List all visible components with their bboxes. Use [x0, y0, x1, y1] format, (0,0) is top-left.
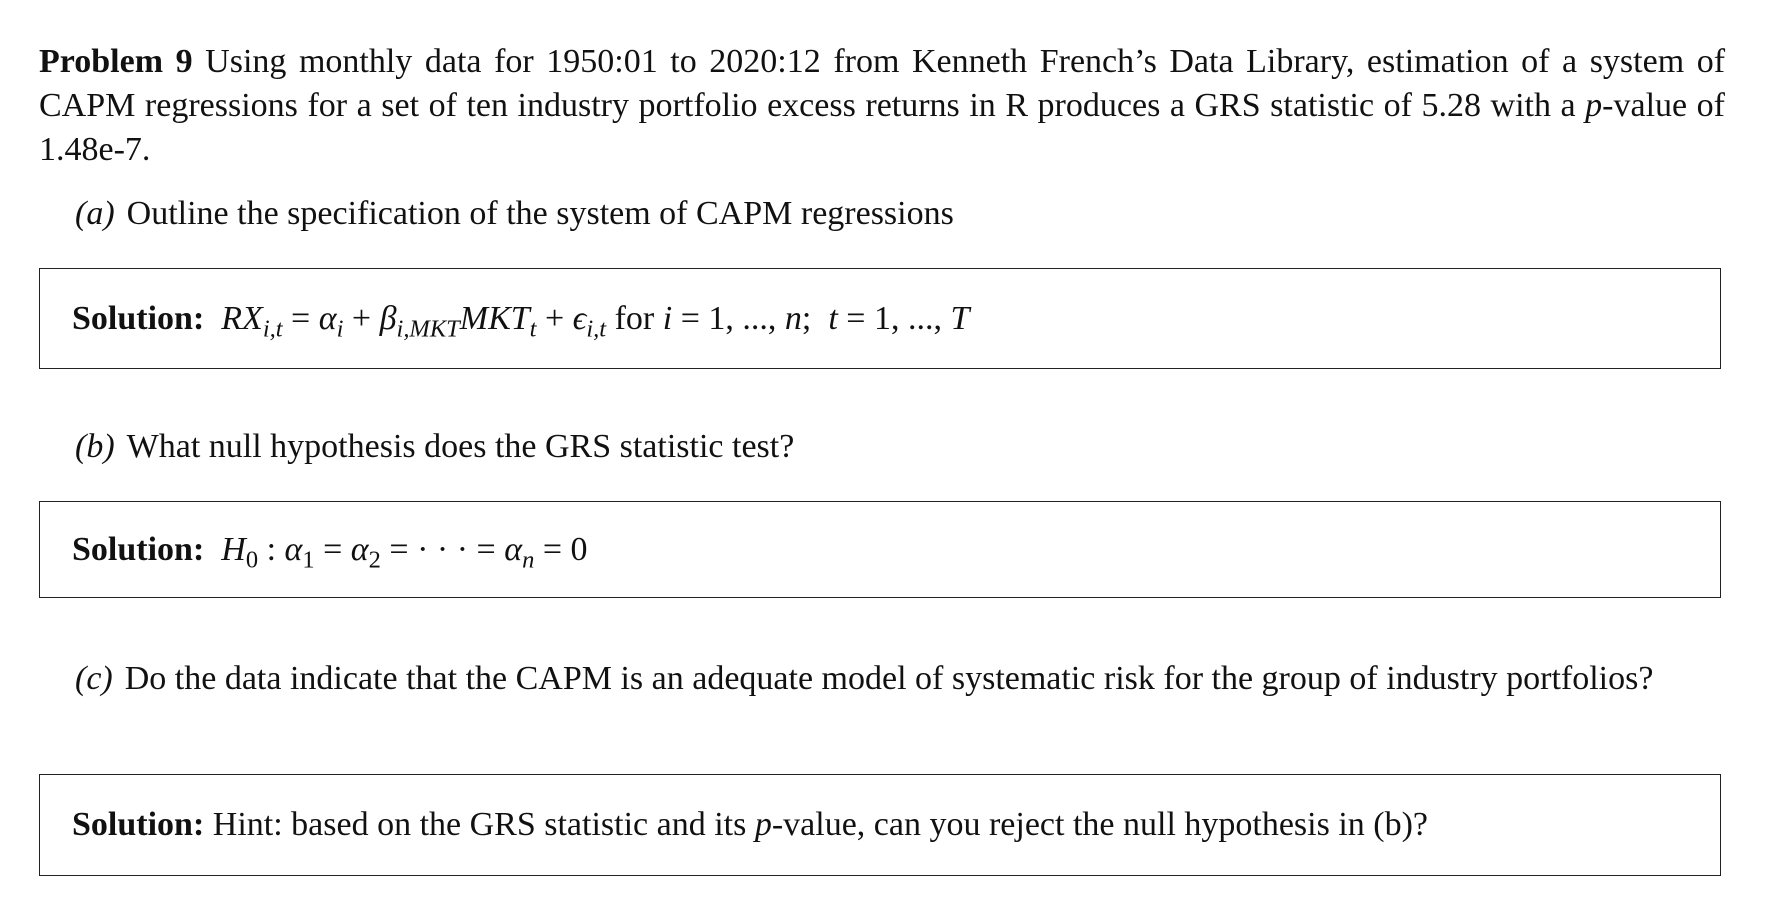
part-c-question: [39, 657, 1725, 701]
solution-b-line: [72, 530, 588, 573]
problem-label: Problem 9: [39, 43, 193, 80]
solution-c-p-symbol: p: [754, 806, 772, 843]
part-c-label: (c): [75, 660, 113, 697]
document-page: [39, 40, 1726, 843]
solution-box-a: [39, 268, 1721, 369]
p-symbol: p: [1585, 87, 1603, 124]
solution-c-label: Solution:: [72, 806, 205, 843]
solution-a-line: [72, 299, 970, 342]
solution-b-equation: $H_0$ : $\alpha_1 = \alpha_2$ = · · · = $\alpha_n = 0$: [212, 530, 588, 573]
problem-intro-text: Using monthly data for 1950:01 to 2020:12 from Kenneth French’s Data Library, estimation of a system of CAPM regressions for a set of ten industry portfolio excess returns in R produces a GRS statistic of 5.28 with a: [39, 43, 1726, 124]
solution-a-label: Solution:: [72, 299, 205, 337]
part-a-text: Outline the specification of the system of CAPM regressions: [126, 195, 954, 232]
solution-c-line: [72, 806, 1428, 844]
solution-box-b: [39, 501, 1721, 598]
solution-box-c: [39, 774, 1721, 876]
part-b-label: (b): [75, 428, 115, 465]
part-c-text: Do the data indicate that the CAPM is an adequate model of systematic risk for the group of industry portfolios?: [124, 660, 1654, 697]
part-a-question: [75, 192, 954, 236]
solution-b-label: Solution:: [72, 530, 205, 568]
part-a-label: (a): [75, 195, 115, 232]
problem-statement: [39, 40, 1725, 172]
solution-c-text-end: -value, can you reject the null hypothesis in (b)?: [771, 806, 1429, 843]
solution-c-text: Hint: based on the GRS statistic and its: [212, 806, 755, 843]
part-b-text: What null hypothesis does the GRS statistic test?: [126, 428, 795, 465]
solution-a-equation: $RX_{i,t} = \alpha_i + \beta_{i,MKT}MKT_t + \epsilon_{i,t}$ for i = 1, ..., n; t = 1, ..., T: [212, 299, 970, 342]
problem-intro-text-end: -value of 1.48e-7.: [39, 87, 1725, 168]
part-b-question: [75, 425, 794, 469]
